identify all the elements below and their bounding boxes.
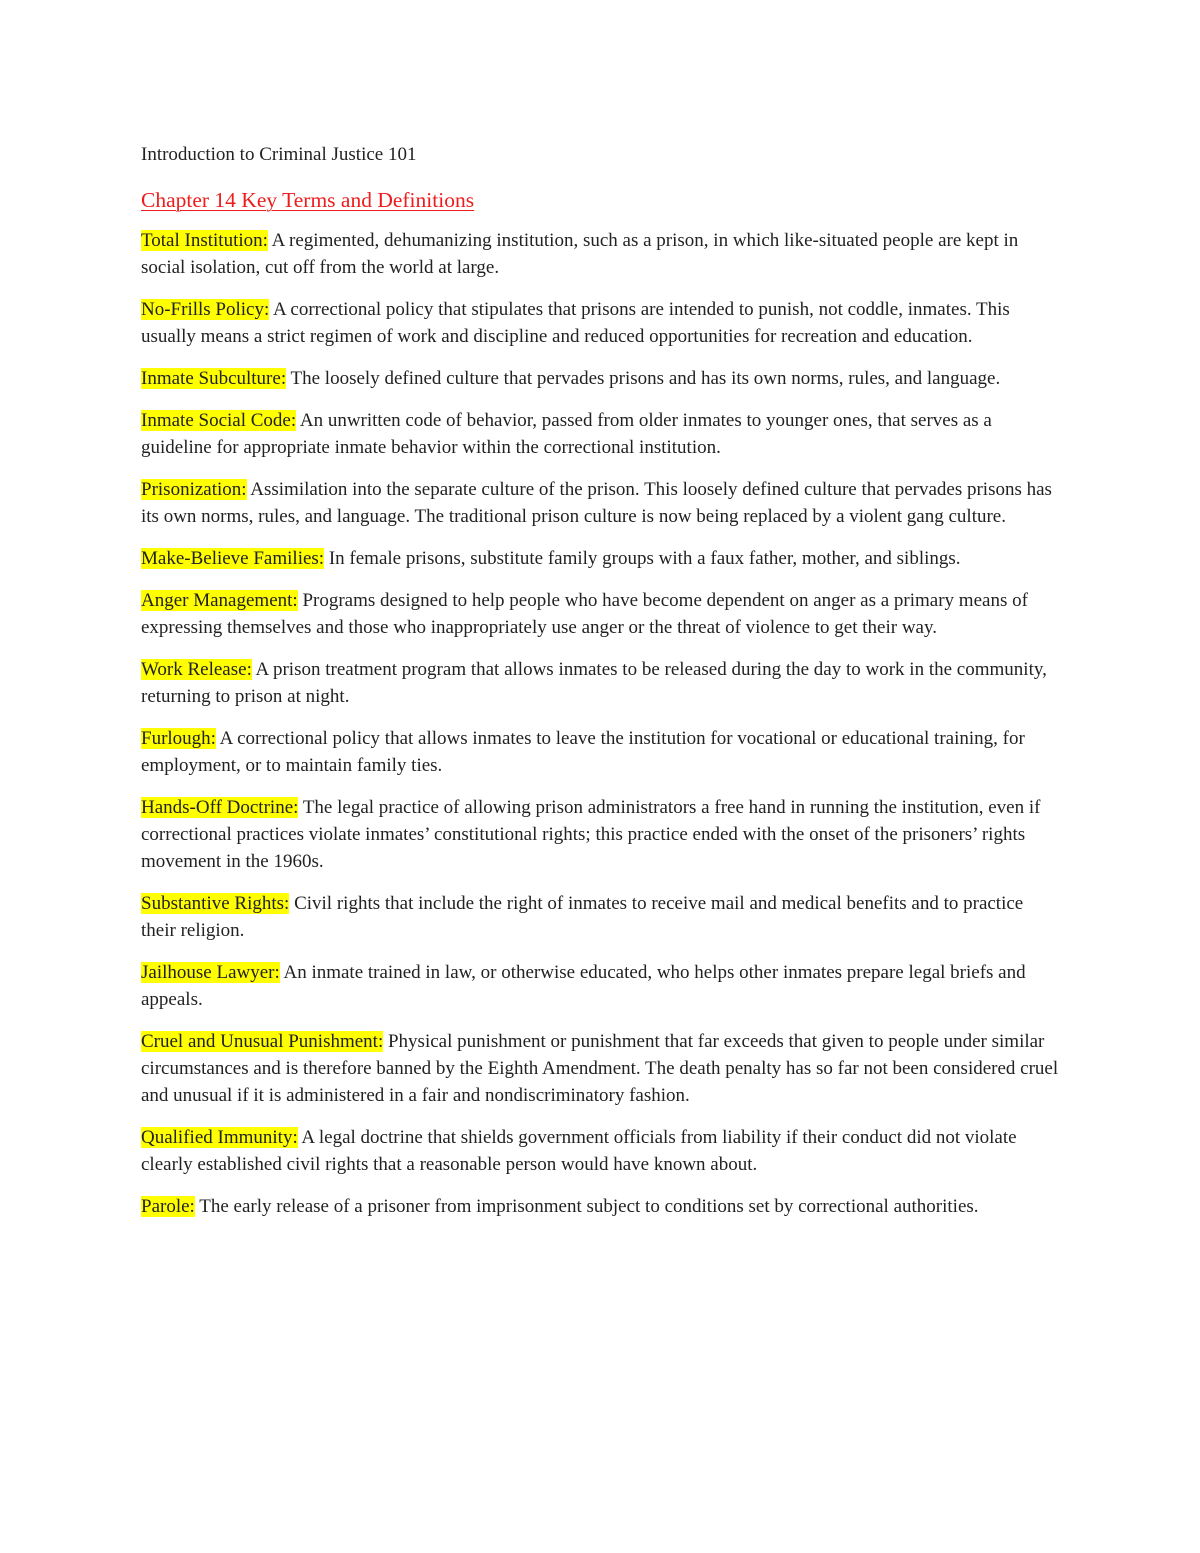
term-entry-substantive-rights (141, 890, 1060, 944)
term-definition: A correctional policy that stipulates that prisons are intended to punish, not coddle, inmates. This usually means a strict regimen of work and discipline and reduced opportunities for recreation and education. (141, 299, 1010, 347)
term-label: Inmate Subculture: (141, 368, 287, 389)
course-title: Introduction to Criminal Justice 101 (141, 144, 417, 165)
term-label: Total Institution: (141, 230, 268, 251)
term-entry-prisonization (141, 476, 1060, 530)
term-label: Prisonization: (141, 479, 247, 500)
term-definition: An inmate trained in law, or otherwise educated, who helps other inmates prepare legal briefs and appeals. (141, 962, 1026, 1010)
term-label: No-Frills Policy: (141, 299, 270, 320)
term-label: Jailhouse Lawyer: (141, 962, 280, 983)
term-label: Make-Believe Families: (141, 548, 325, 569)
term-definition: Assimilation into the separate culture of the prison. This loosely defined culture that pervades prisons has its own norms, rules, and language. The traditional prison culture is now being replaced by a violent gang culture. (141, 479, 1052, 527)
term-entry-total-institution (141, 227, 1060, 281)
term-definition: Programs designed to help people who have become dependent on anger as a primary means of expressing themselves and those who inappropriately use anger or the threat of violence to get their way. (141, 590, 1028, 638)
term-definition: The loosely defined culture that pervades prisons and has its own norms, rules, and language. (286, 368, 1001, 389)
term-label: Cruel and Unusual Punishment: (141, 1031, 384, 1052)
term-entry-inmate-social-code (141, 407, 1060, 461)
chapter-heading: Chapter 14 Key Terms and Definitions (141, 188, 475, 212)
term-entry-anger-management (141, 587, 1060, 641)
term-definition: The early release of a prisoner from imprisonment subject to conditions set by correctional authorities. (194, 1196, 979, 1217)
term-entry-inmate-subculture (141, 365, 1060, 392)
term-label: Furlough: (141, 728, 216, 749)
term-entry-jailhouse-lawyer (141, 959, 1060, 1013)
term-entry-cruel-and-unusual-punishment (141, 1028, 1060, 1109)
term-entry-no-frills-policy (141, 296, 1060, 350)
term-entry-parole (141, 1193, 1060, 1220)
term-definition: Civil rights that include the right of inmates to receive mail and medical benefits and to practice their religion. (141, 893, 1024, 941)
term-label: Inmate Social Code: (141, 410, 297, 431)
term-definition: Physical punishment or punishment that far exceeds that given to people under similar circumstances and is therefore banned by the Eighth Amendment. The death penalty has so far not been considered cruel and unusual if it is administered in a fair and nondiscriminatory fashion. (141, 1031, 1059, 1106)
term-entry-hands-off-doctrine (141, 794, 1060, 875)
term-label: Parole: (141, 1196, 195, 1217)
term-definition: An unwritten code of behavior, passed from older inmates to younger ones, that serves as a guideline for appropriate inmate behavior within the correctional institution. (141, 410, 992, 458)
term-label: Work Release: (141, 659, 252, 680)
term-label: Substantive Rights: (141, 893, 290, 914)
term-definition: A regimented, dehumanizing institution, such as a prison, in which like-situated people are kept in social isolation, cut off from the world at large. (141, 230, 1019, 278)
term-definition: A prison treatment program that allows inmates to be released during the day to work in the community, returning to prison at night. (141, 659, 1047, 707)
term-entry-work-release (141, 656, 1060, 710)
term-label: Anger Management: (141, 590, 298, 611)
term-entry-qualified-immunity (141, 1124, 1060, 1178)
term-entry-make-believe-families (141, 545, 1060, 572)
term-label: Hands-Off Doctrine: (141, 797, 299, 818)
term-definition: In female prisons, substitute family groups with a faux father, mother, and siblings. (324, 548, 961, 569)
term-definition: A legal doctrine that shields government officials from liability if their conduct did not violate clearly established civil rights that a reasonable person would have known about. (141, 1127, 1017, 1175)
term-definition: A correctional policy that allows inmates to leave the institution for vocational or educational training, for employment, or to maintain family ties. (141, 728, 1025, 776)
terms-list (141, 227, 1060, 1220)
term-label: Qualified Immunity: (141, 1127, 298, 1148)
term-definition: The legal practice of allowing prison administrators a free hand in running the institution, even if correctional practices violate inmates’ constitutional rights; this practice ended with the onset of the prisoners’ rights movement in the 1960s. (141, 797, 1041, 872)
term-entry-furlough (141, 725, 1060, 779)
